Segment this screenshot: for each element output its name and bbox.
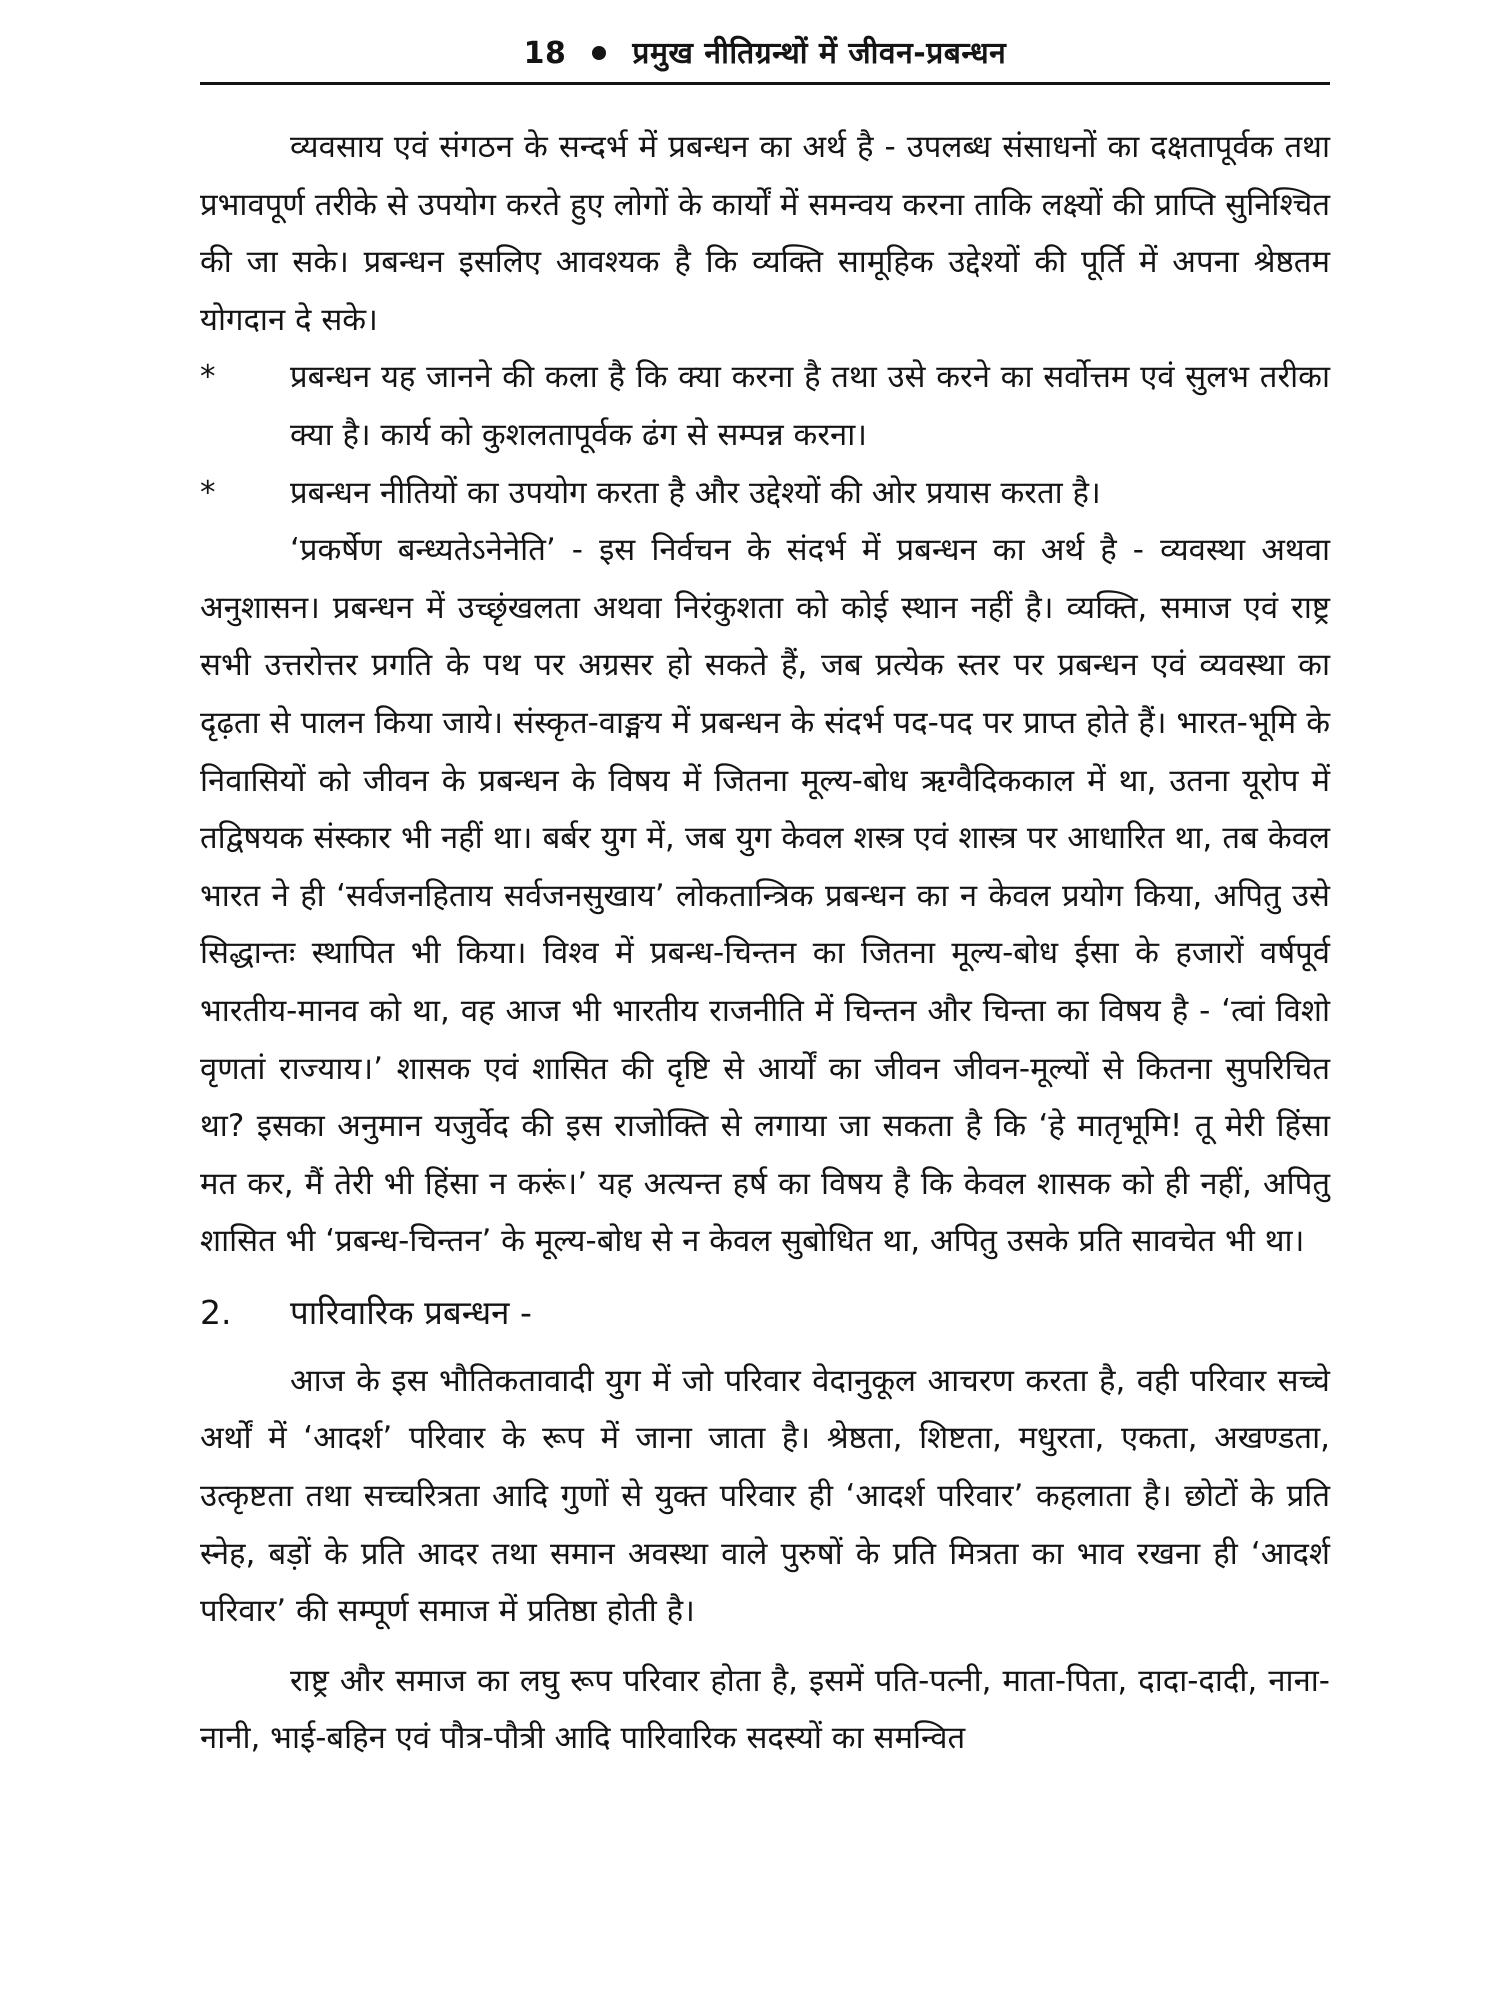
header-rule	[200, 82, 1330, 85]
bullet-item-1	[200, 349, 1330, 464]
section-paragraph-2: राष्ट्र और समाज का लघु रूप परिवार होता है, इसमें पति-पत्नी, माता-पिता, दादा-दादी, नाना-नानी, भाई-बहिन एवं पौत्र-पौत्री आदि पारिवारिक सदस्यों का समन्वित	[200, 1662, 1330, 1757]
page-number: 18	[523, 36, 567, 71]
section-heading	[200, 1283, 1330, 1343]
bullet-dot-icon	[592, 46, 606, 60]
intro-paragraph: व्यवसाय एवं संगठन के सन्दर्भ में प्रबन्धन का अर्थ है - उपलब्ध संसाधनों का दक्षतापूर्वक तथा प्रभावपूर्ण तरीके से उपयोग करते हुए लोगों के कार्यों में समन्वय करना ताकि लक्ष्यों की प्राप्ति सुनिश्चित की जा सके। प्रबन्धन इसलिए आवश्यक है कि व्यक्ति सामूहिक उद्देश्यों की पूर्ति में अपना श्रेष्ठतम योगदान दे सके।	[200, 129, 1330, 338]
section-paragraph-1: आज के इस भौतिकतावादी युग में जो परिवार वेदानुकूल आचरण करता है, वही परिवार सच्चे अर्थों में ‘आदर्श’ परिवार के रूप में जाना जाता है। श्रेष्ठता, शिष्टता, मधुरता, एकता, अखण्डता, उत्कृष्टता तथा सच्चरित्रता आदि गुणों से युक्त परिवार ही ‘आदर्श परिवार’ कहलाता है। छोटों के प्रति स्नेह, बड़ों के प्रति आदर तथा समान अवस्था वाले पुरुषों के प्रति मित्रता का भाव रखना ही ‘आदर्श परिवार’ की सम्पूर्ण समाज में प्रतिष्ठा होती है।	[200, 1362, 1330, 1630]
section-number: 2.	[200, 1292, 232, 1332]
asterisk-icon: *	[200, 474, 216, 511]
main-paragraph: ‘प्रकर्षेण बन्ध्यतेऽनेनेति’ - इस निर्वचन के संदर्भ में प्रबन्धन का अर्थ है - व्यवस्था अथवा अनुशासन। प्रबन्धन में उच्छृंखलता अथवा निरंकुशता को कोई स्थान नहीं है। व्यक्ति, समाज एवं राष्ट्र सभी उत्तरोत्तर प्रगति के पथ पर अग्रसर हो सकते हैं, जब प्रत्येक स्तर पर प्रबन्धन एवं व्यवस्था का दृढ़ता से पालन किया जाये। संस्कृत-वाङ्मय में प्रबन्धन के संदर्भ पद-पद पर प्राप्त होते हैं। भारत-भूमि के निवासियों को जीवन के प्रबन्धन के विषय में जितना मूल्य-बोध ऋग्वैदिककाल में था, उतना यूरोप में तद्विषयक संस्कार भी नहीं था। बर्बर युग में, जब युग केवल शस्त्र एवं शास्त्र पर आधारित था, तब केवल भारत ने ही ‘सर्वजनहिताय सर्वजनसुखाय’ लोकतान्त्रिक प्रबन्धन का न केवल प्रयोग किया, अपितु उसे सिद्धान्तः स्थापित भी किया। विश्व में प्रबन्ध-चिन्तन का जितना मूल्य-बोध ईसा के हजारों वर्षपूर्व भारतीय-मानव को था, वह आज भी भारतीय राजनीति में चिन्तन और चिन्ता का विषय है - ‘त्वां विशो वृणतां राज्याय।’ शासक एवं शासित की दृष्टि से आर्यों का जीवन जीवन-मूल्यों से कितना सुपरिचित था? इसका अनुमान यजुर्वेद की इस राजोक्ति से लगाया जा सकता है कि ‘हे मातृभूमि! तू मेरी हिंसा मत कर, मैं तेरी भी हिंसा न करूं।’ यह अत्यन्त हर्ष का विषय है कि केवल शासक को ही नहीं, अपितु शासित भी ‘प्रबन्ध-चिन्तन’ के मूल्य-बोध से न केवल सुबोधित था, अपितु उसके प्रति सावचेत भी था।	[200, 532, 1330, 1260]
bullet-item-2	[200, 465, 1330, 523]
section-title: पारिवारिक प्रबन्धन -	[290, 1292, 532, 1332]
book-page	[200, 30, 1330, 1768]
book-title: प्रमुख नीतिग्रन्थों में जीवन-प्रबन्धन	[632, 36, 1007, 71]
bullet-text-1: प्रबन्धन यह जानने की कला है कि क्या करना है तथा उसे करने का सर्वोत्तम एवं सुलभ तरीका क्या है। कार्य को कुशलतापूर्वक ढंग से सम्पन्न करना।	[290, 359, 1330, 453]
paragraph-gap	[200, 1641, 1330, 1653]
asterisk-icon: *	[200, 359, 216, 396]
running-head	[200, 30, 1330, 82]
bullet-text-2: प्रबन्धन नीतियों का उपयोग करता है और उद्देश्यों की ओर प्रयास करता है।	[290, 474, 1101, 511]
